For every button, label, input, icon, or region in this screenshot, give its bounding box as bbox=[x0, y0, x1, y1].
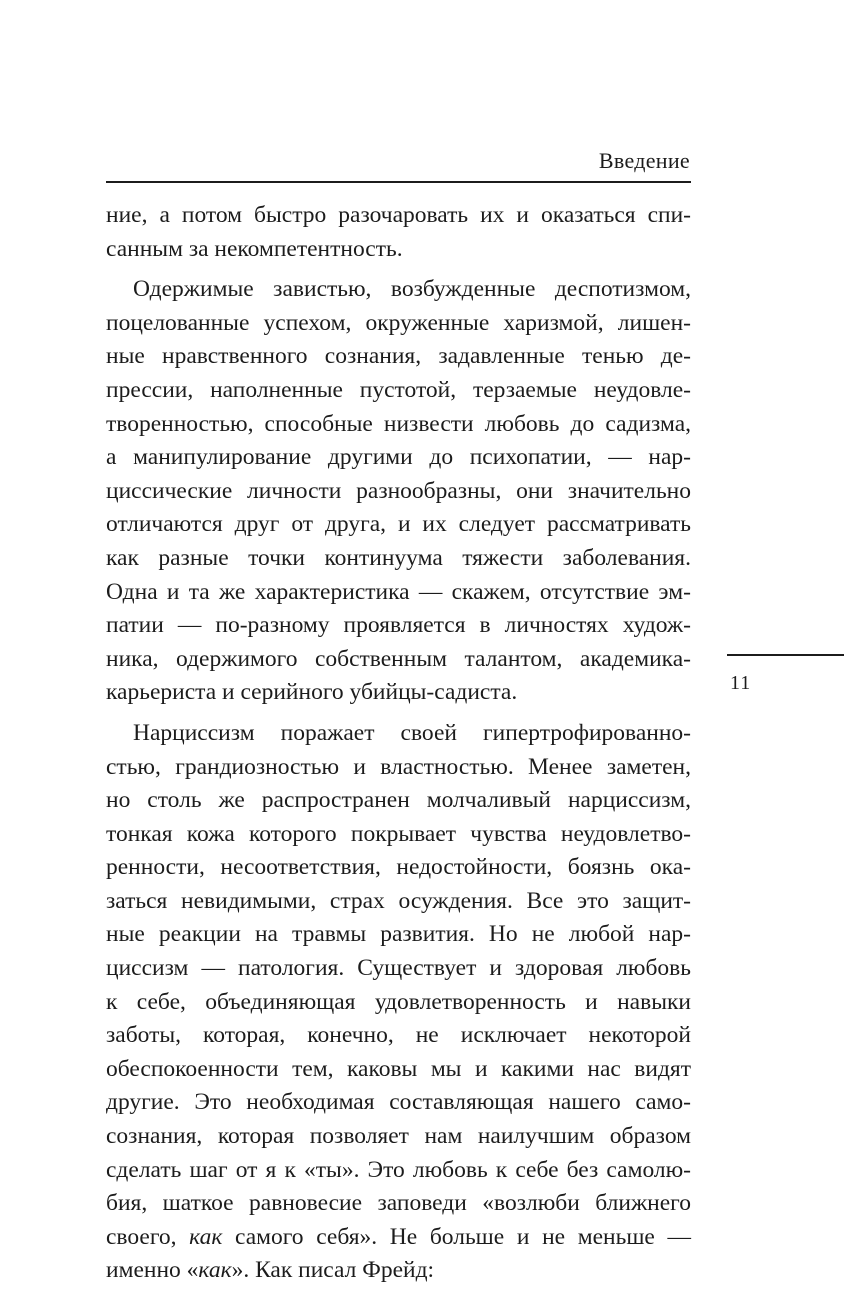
text-line: ренности, несоответствия, недостойности, боязнь ока- bbox=[106, 854, 691, 881]
text-run: именно « bbox=[106, 1257, 199, 1284]
text-line: как разные точки континуума тяжести заболевания. bbox=[106, 544, 691, 571]
text-line: санным за некомпетентность. bbox=[106, 235, 403, 262]
text-line-with-italic bbox=[106, 1254, 691, 1288]
text-line: тонкая кожа которого покрывает чувства неудовлетво- bbox=[106, 820, 691, 847]
text-line: заботы, которая, конечно, не исключает некоторой bbox=[106, 1022, 691, 1049]
text-line: Нарциссизм поражает своей гипертрофированно- bbox=[133, 719, 691, 746]
text-line: обеспокоенности тем, каковы мы и какими нас видят bbox=[106, 1055, 691, 1082]
folio-rule bbox=[727, 654, 844, 656]
text-line: другие. Это необходимая составляющая нашего само- bbox=[106, 1089, 691, 1116]
text-line: но столь же распространен молчаливый нарциссизм, bbox=[106, 787, 691, 814]
text-line: к себе, объединяющая удовлетворенность и навыки bbox=[106, 988, 691, 1015]
text-line: сделать шаг от я к «ты». Это любовь к себе без самолю- bbox=[106, 1156, 691, 1183]
text-line: прессии, наполненные пустотой, терзаемые неудовле- bbox=[106, 376, 691, 403]
text-run: ». Как писал Фрейд: bbox=[231, 1257, 435, 1284]
text-line: а манипулирование другими до психопатии, — нар- bbox=[106, 444, 691, 471]
text-line: отличаются друг от друга, и их следует рассматривать bbox=[106, 511, 691, 538]
text-line: ные нравственного сознания, задавленные тенью де- bbox=[106, 343, 691, 370]
text-line-with-italic bbox=[106, 1221, 691, 1255]
header-rule bbox=[106, 181, 691, 183]
running-head-title: Введение bbox=[598, 148, 690, 173]
italic-emphasis: как bbox=[198, 1257, 232, 1284]
text-line: Одна и та же характеристика — скажем, отсутствие эм- bbox=[106, 578, 691, 605]
text-line: ние, а потом быстро разочаровать их и оказаться спи- bbox=[106, 202, 691, 228]
body-text bbox=[106, 199, 691, 1288]
text-line: Одержимые завистью, возбужденные деспотизмом, bbox=[133, 276, 691, 303]
text-line: заться невидимыми, страх осуждения. Все это защит- bbox=[106, 887, 691, 914]
text-line: циссизм — патология. Существует и здоровая любовь bbox=[106, 955, 691, 982]
text-line: сознания, которая позволяет нам наилучшим образом bbox=[106, 1123, 691, 1150]
paragraph-gap bbox=[106, 710, 691, 717]
page-number: 11 bbox=[730, 672, 752, 694]
text-line: ные реакции на травмы развития. Но не любой нар- bbox=[106, 921, 691, 948]
italic-emphasis: как bbox=[189, 1223, 223, 1250]
text-line: творенностью, способные низвести любовь до садизма, bbox=[106, 410, 691, 437]
text-line: циссические личности разнообразны, они значительно bbox=[106, 477, 691, 504]
paragraph-gap bbox=[106, 266, 691, 273]
text-line: бия, шаткое равновесие заповеди «возлюби ближнего bbox=[106, 1190, 691, 1217]
text-line: карьериста и серийного убийцы-садиста. bbox=[106, 679, 518, 706]
text-run: своего, bbox=[106, 1223, 190, 1250]
text-line: патии — по-разному проявляется в личностях худож- bbox=[106, 612, 691, 639]
text-line: стью, грандиозностью и властностью. Менее заметен, bbox=[106, 753, 691, 780]
text-line: ника, одержимого собственным талантом, академика- bbox=[106, 645, 691, 672]
text-line: поцелованные успехом, окруженные харизмой, лишен- bbox=[106, 309, 691, 336]
text-run: самого себя». Не больше и не меньше — bbox=[222, 1223, 692, 1250]
